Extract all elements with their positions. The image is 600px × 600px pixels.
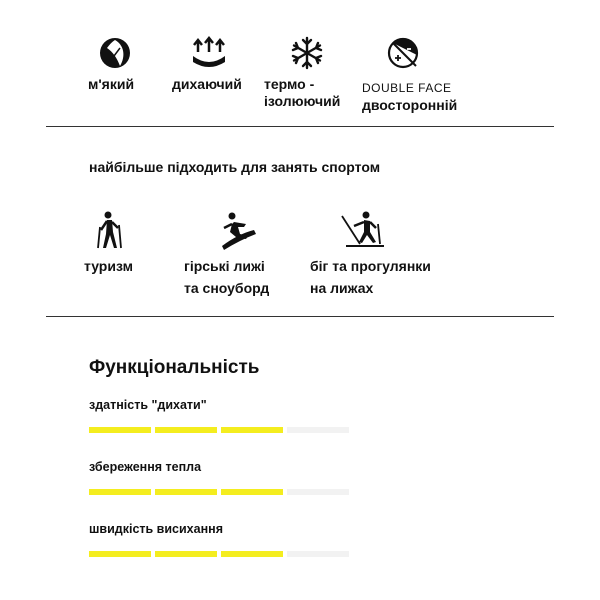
- functionality-title: Функціональність: [89, 357, 260, 378]
- sport-label: гірські лижі та сноуборд: [184, 258, 270, 296]
- rating-bar: [89, 489, 351, 495]
- feature-label: термо - ізолюючий: [264, 76, 341, 109]
- divider: [46, 316, 554, 317]
- rating-segment-filled: [89, 427, 151, 433]
- rating-segment-empty: [287, 551, 349, 557]
- snowflake-icon: [290, 36, 324, 70]
- rating-label: збереження тепла: [89, 460, 202, 474]
- feature-label: DOUBLE FACE двосторонній: [362, 81, 458, 113]
- double-face-icon: [386, 36, 420, 70]
- rating-segment-filled: [221, 427, 283, 433]
- rating-segment-filled: [221, 551, 283, 557]
- rating-segment-filled: [221, 489, 283, 495]
- feather-icon: [98, 36, 132, 70]
- sport-label: біг та прогулянки на лижах: [310, 258, 431, 296]
- cross-country-ski-icon: [340, 210, 386, 250]
- feature-label: м'який: [88, 76, 135, 92]
- feature-label: дихаючий: [172, 76, 242, 92]
- rating-segment-empty: [287, 427, 349, 433]
- rating-segment-filled: [89, 551, 151, 557]
- rating-segment-empty: [287, 489, 349, 495]
- rating-segment-filled: [155, 551, 217, 557]
- hiking-icon: [96, 210, 126, 250]
- snowboard-icon: [218, 210, 258, 250]
- rating-segment-filled: [155, 427, 217, 433]
- rating-label: здатність "дихати": [89, 398, 207, 412]
- rating-segment-filled: [89, 489, 151, 495]
- rating-bar: [89, 427, 351, 433]
- rating-segment-filled: [155, 489, 217, 495]
- rating-bar: [89, 551, 351, 557]
- rating-label: швидкість висихання: [89, 522, 223, 536]
- sport-label: туризм: [84, 258, 133, 274]
- breathable-icon: [190, 36, 228, 70]
- divider: [46, 126, 554, 127]
- subtitle: найбільше підходить для занять спортом: [89, 159, 381, 175]
